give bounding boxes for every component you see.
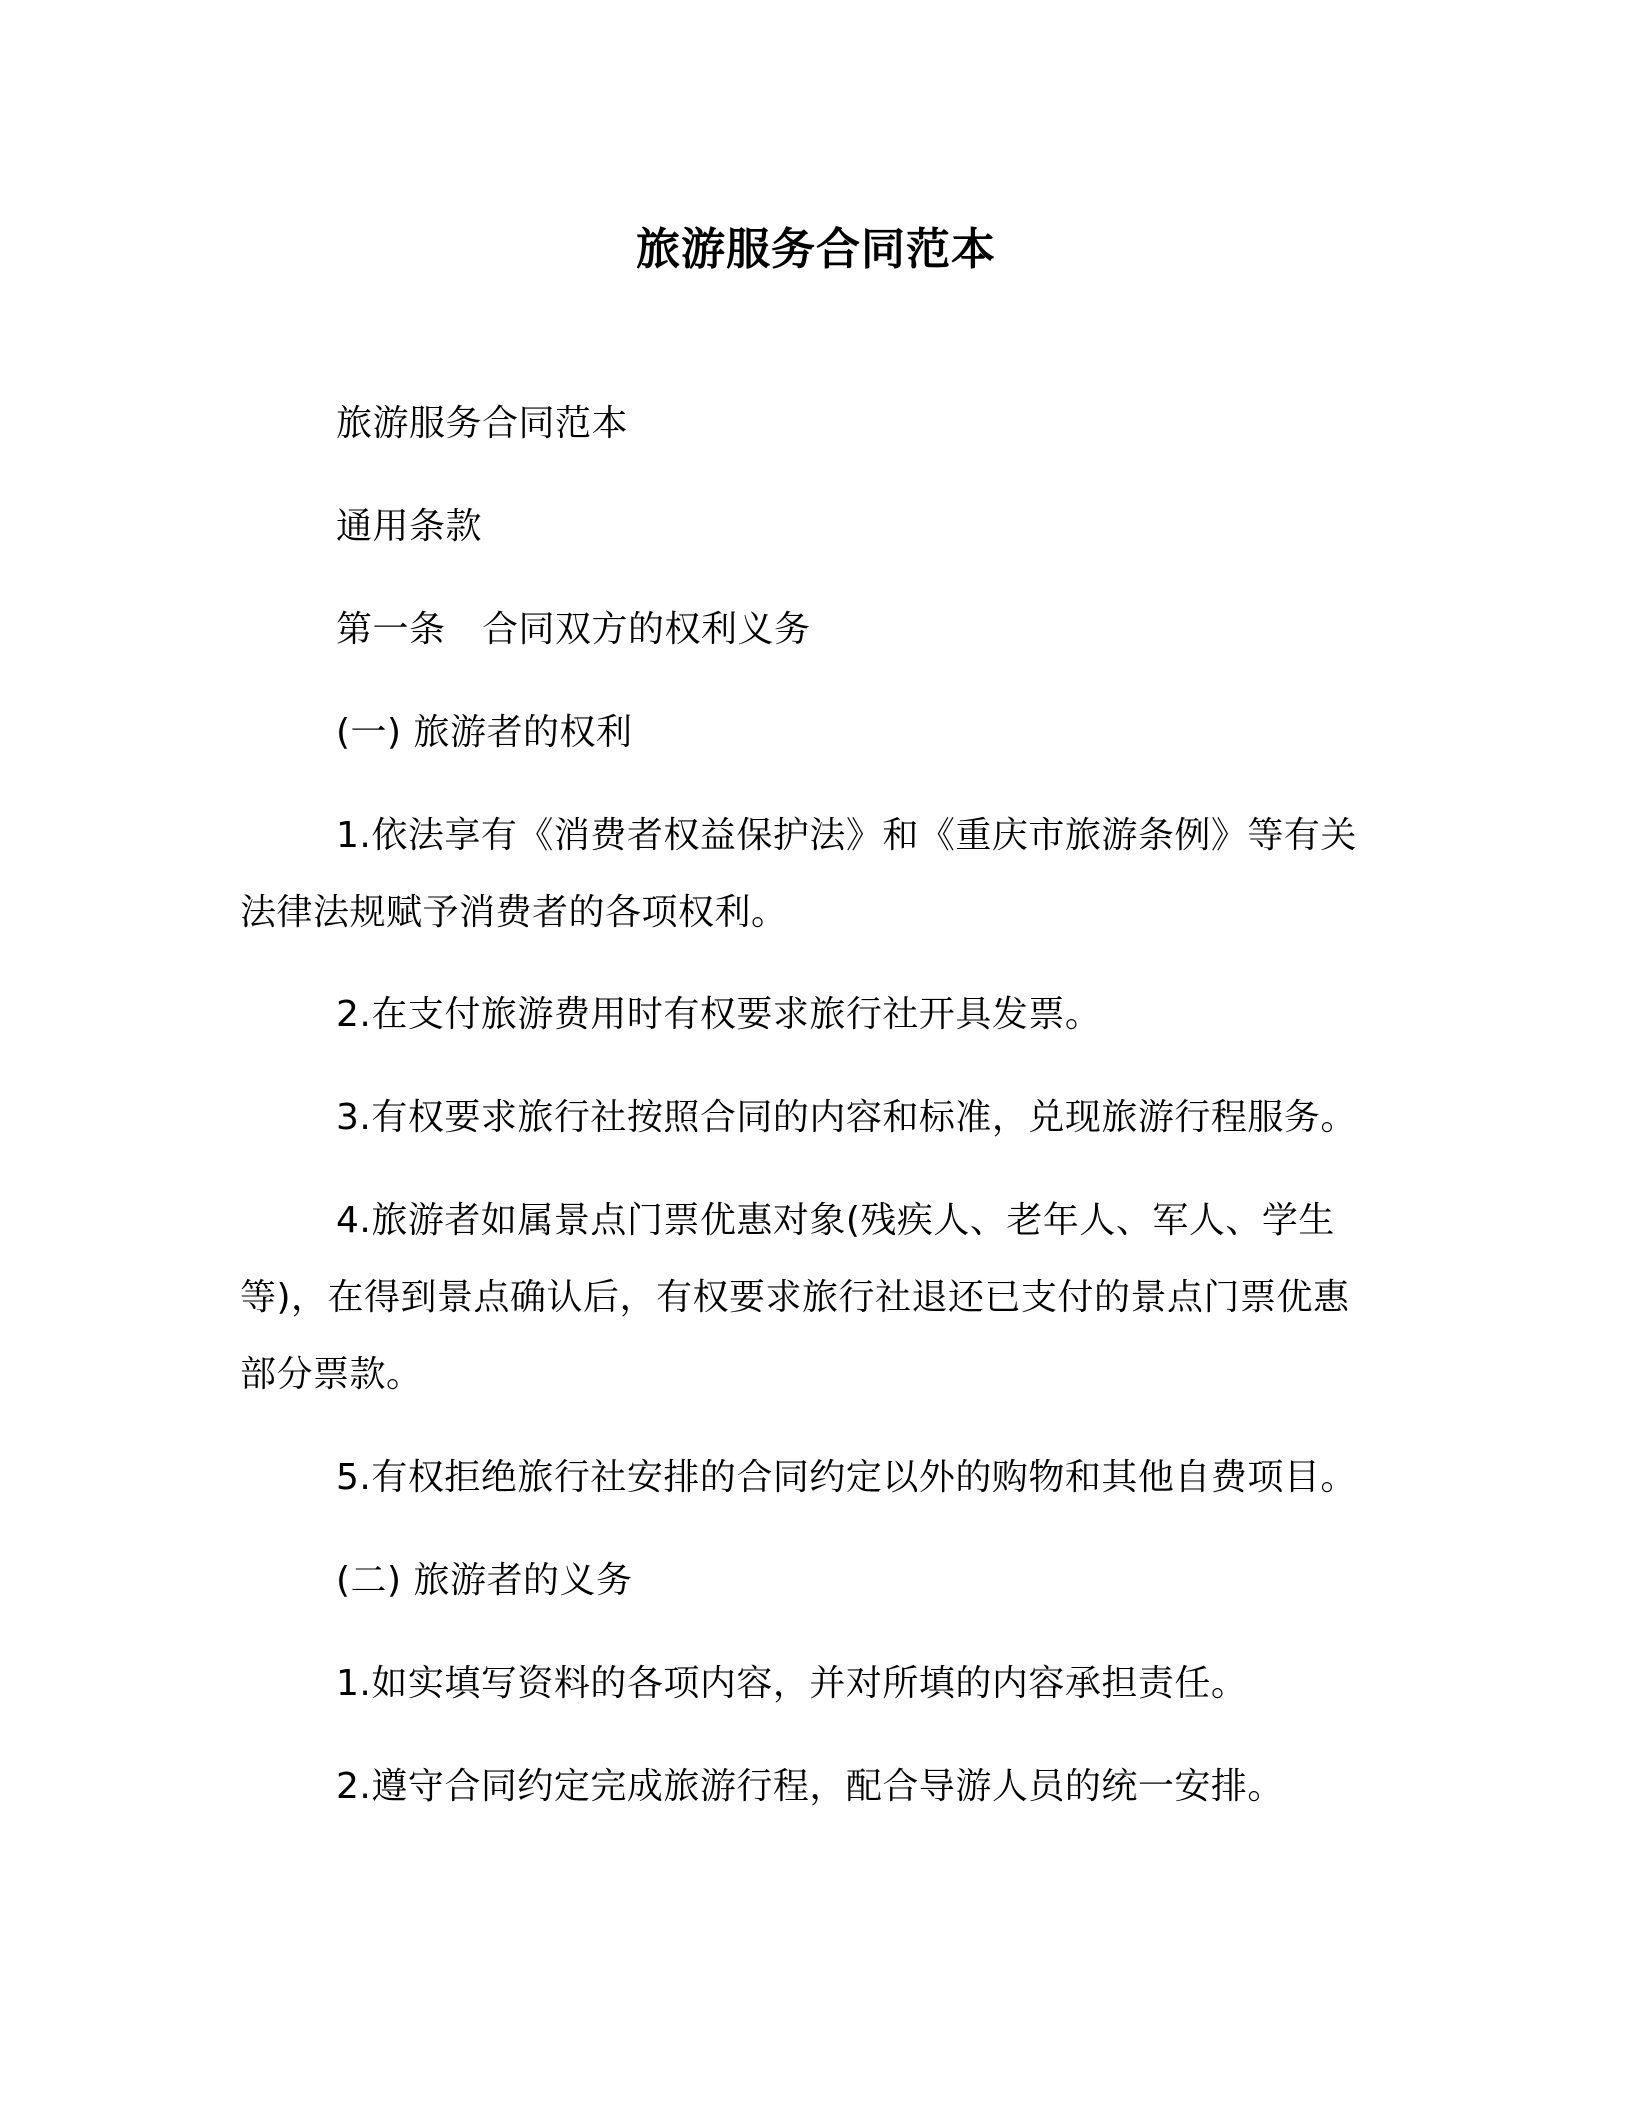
paragraph-obligation-2: 2.遵守合同约定完成旅游行程，配合导游人员的统一安排。 [336, 1766, 1284, 1807]
paragraph-right-1: 1.依法享有《消费者权益保护法》和《重庆市旅游条例》等有关法律法规赋予消费者的各项权利。 [240, 815, 1357, 933]
paragraph-right-2: 2.在支付旅游费用时有权要求旅行社开具发票。 [336, 994, 1102, 1035]
paragraph-section-rights: (一) 旅游者的权利 [336, 712, 633, 753]
paragraph-subtitle: 旅游服务合同范本 [336, 403, 629, 444]
paragraph-right-4: 4.旅游者如属景点门票优惠对象(残疾人、老年人、军人、学生等)，在得到景点确认后，有权要求旅行社退还已支付的景点门票优惠部分票款。 [240, 1200, 1350, 1395]
paragraph-right-5: 5.有权拒绝旅行社安排的合同约定以外的购物和其他自费项目。 [336, 1457, 1357, 1498]
paragraph-section-obligations: (二) 旅游者的义务 [336, 1560, 633, 1601]
paragraph-obligation-1: 1.如实填写资料的各项内容，并对所填的内容承担责任。 [336, 1663, 1248, 1704]
paragraph-article-1: 第一条 合同双方的权利义务 [336, 609, 811, 650]
paragraph-right-3: 3.有权要求旅行社按照合同的内容和标准，兑现旅游行程服务。 [336, 1097, 1357, 1138]
document-title: 旅游服务合同范本 [636, 224, 996, 275]
paragraph-general-terms: 通用条款 [336, 506, 483, 547]
